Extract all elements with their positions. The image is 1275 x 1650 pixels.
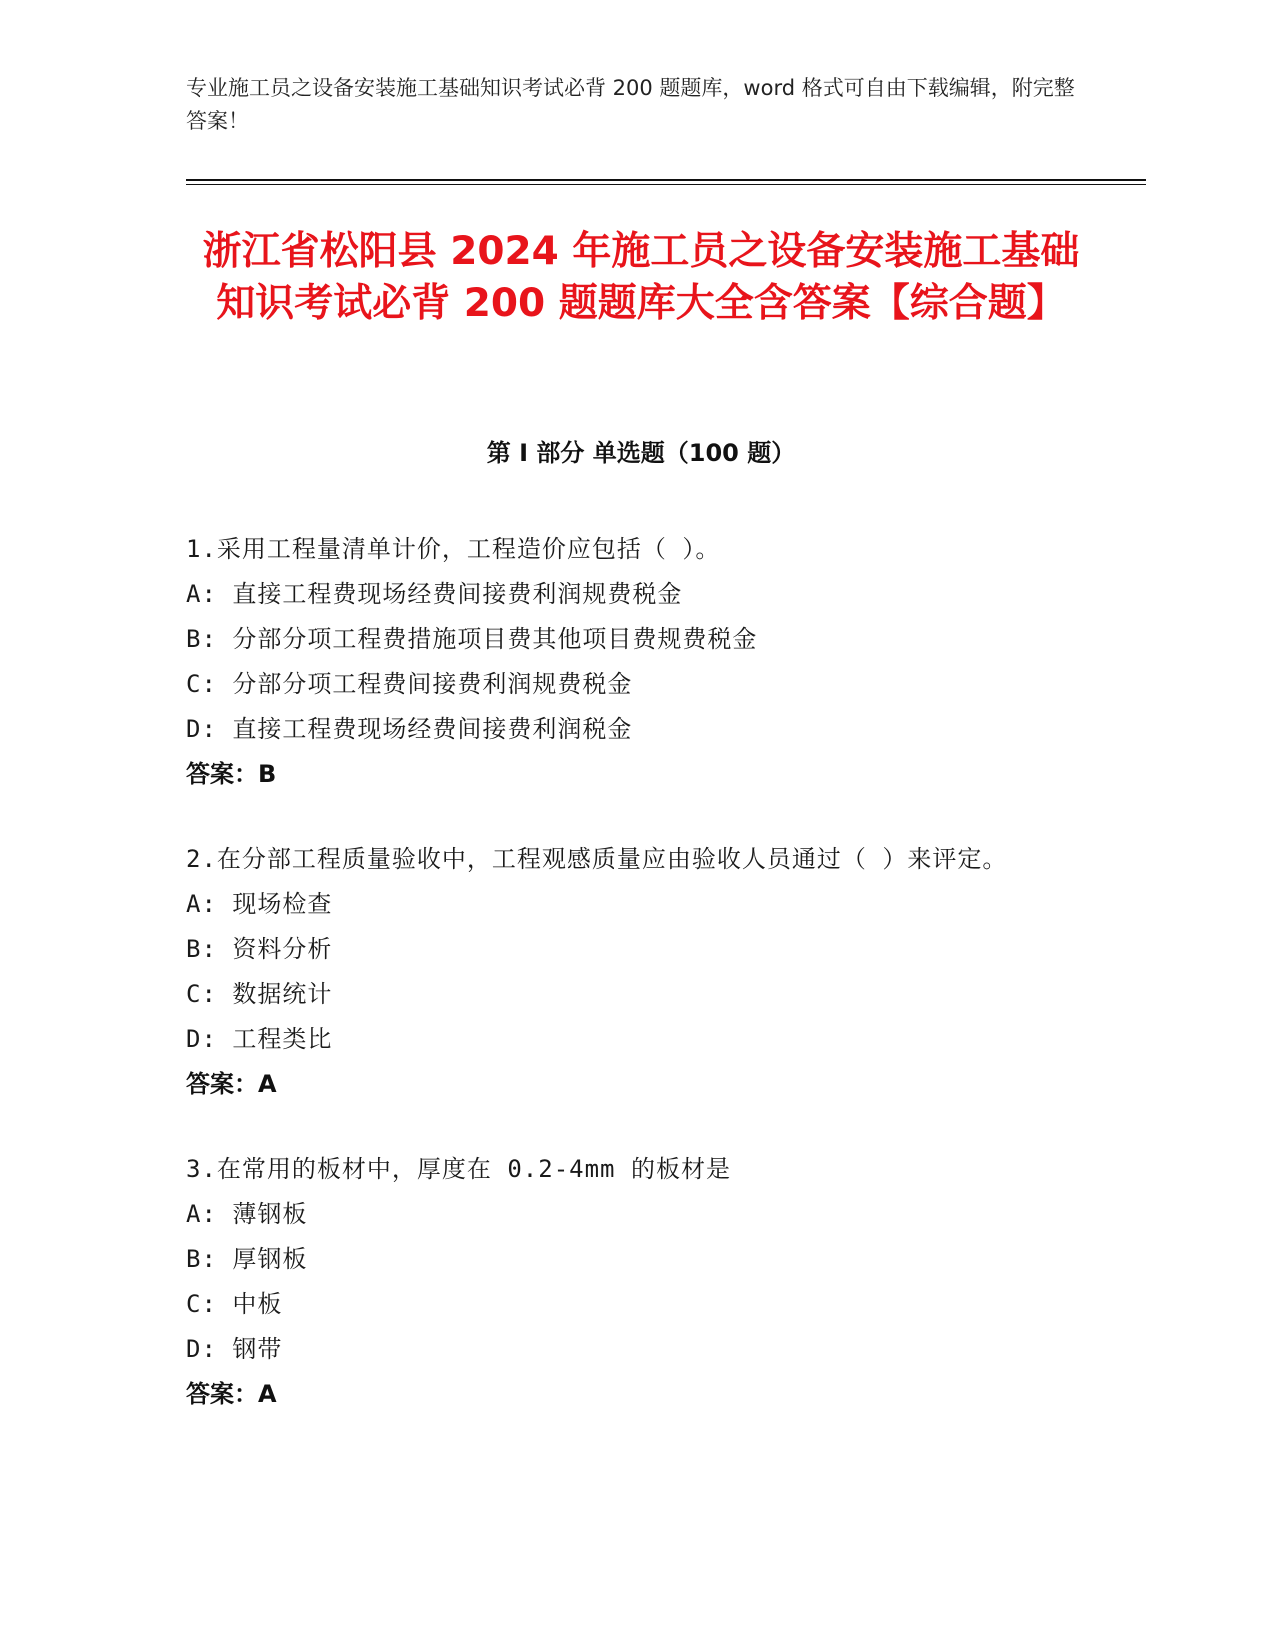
question-stem: 2.在分部工程质量验收中，工程观感质量应由验收人员通过（ ）来评定。 <box>186 845 1008 873</box>
header-rule-thin <box>186 184 1146 185</box>
option-c: C: 中板 <box>186 1290 283 1318</box>
option-b: B: 厚钢板 <box>186 1245 308 1273</box>
option-d: D: 直接工程费现场经费间接费利润税金 <box>186 715 633 743</box>
answer-line: 答案：A <box>186 1070 277 1098</box>
question-3 <box>186 1147 1086 1417</box>
option-a: A: 现场检查 <box>186 890 333 918</box>
document-title: 浙江省松阳县 2024 年施工员之设备安装施工基础知识考试必背 200 题题库大全含答案【综合题】 <box>202 229 1080 326</box>
header-note: 专业施工员之设备安装施工基础知识考试必背 200 题题库，word 格式可自由下载编辑，附完整答案！ <box>186 76 1075 133</box>
option-a: A: 薄钢板 <box>186 1200 308 1228</box>
section-title: 第 I 部分 单选题（100 题） <box>486 439 796 467</box>
answer-line: 答案：B <box>186 760 277 788</box>
question-stem: 3.在常用的板材中，厚度在 0.2-4mm 的板材是 <box>186 1155 731 1183</box>
question-stem: 1.采用工程量清单计价，工程造价应包括（ ）。 <box>186 535 721 563</box>
question-list <box>186 527 1086 1457</box>
option-c: C: 数据统计 <box>186 980 333 1008</box>
option-c: C: 分部分项工程费间接费利润规费税金 <box>186 670 633 698</box>
answer-line: 答案：A <box>186 1380 277 1408</box>
option-b: B: 分部分项工程费措施项目费其他项目费规费税金 <box>186 625 758 653</box>
question-2 <box>186 837 1086 1107</box>
option-d: D: 钢带 <box>186 1335 283 1363</box>
header-rule-thick <box>186 179 1146 181</box>
option-d: D: 工程类比 <box>186 1025 333 1053</box>
option-b: B: 资料分析 <box>186 935 333 963</box>
question-1 <box>186 527 1086 797</box>
option-a: A: 直接工程费现场经费间接费利润规费税金 <box>186 580 683 608</box>
